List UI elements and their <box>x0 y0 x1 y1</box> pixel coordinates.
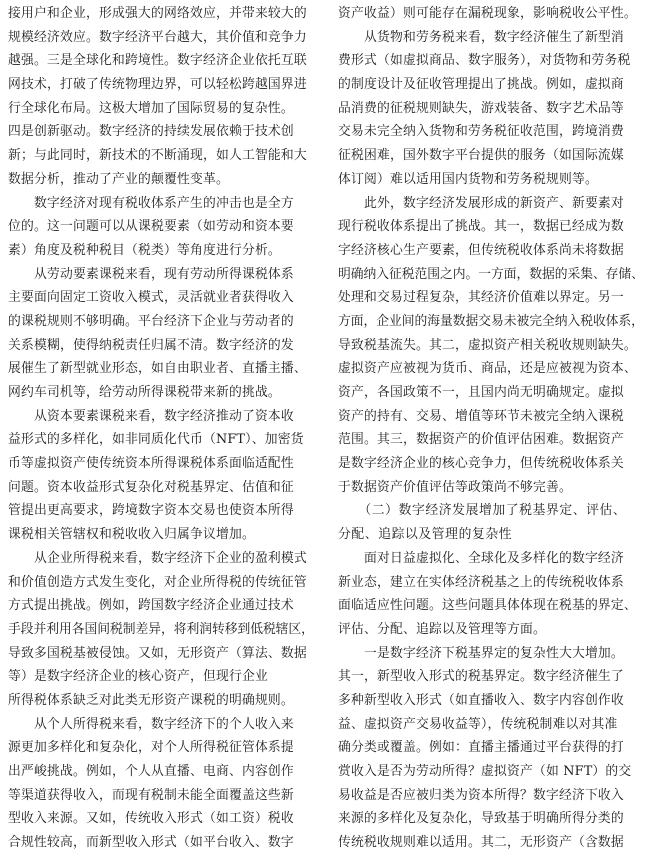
text-line: 新业态，建立在实体经济税基之上的传统税收体系 <box>338 574 624 590</box>
text-line: 多种新型收入形式（如直播收入、数字内容创作收 <box>338 692 624 708</box>
text-line: 面临适应性问题。这些问题具体体现在税基的界定、 <box>338 598 637 614</box>
text-line: 管提出更高要求，跨境数字资本交易也使资本所得 <box>8 503 294 519</box>
text-line: 虚拟资产应被视为货币、商品，还是应被视为资本、 <box>338 361 637 377</box>
text-line: 体订阅）难以适用国内货物和劳务税规则等。 <box>338 171 598 187</box>
text-line: 的课税规则不够明确。平台经济下企业与劳动者的 <box>8 313 294 329</box>
text-line: 其一，新型收入形式的税基界定。数字经济催生了 <box>338 669 624 685</box>
text-line: 从资本要素课税来看，数字经济推动了资本收 <box>8 408 294 424</box>
text-line: 资产收益）则可能存在漏税现象，影响税收公平性。 <box>338 6 637 21</box>
text-line: 明确纳入征税范围之内。一方面，数据的采集、存储、 <box>338 266 644 282</box>
text-line: 四是创新驱动。数字经济的持续发展依赖于技术创 <box>8 124 294 140</box>
text-line: 一是数字经济下税基界定的复杂性大大增加。 <box>338 645 624 661</box>
text-line: 导致多国税基被侵蚀。又如，无形资产（算法、数据 <box>8 645 307 661</box>
text-line: 现行税收体系提出了挑战。其一，数据已经成为数 <box>338 219 624 235</box>
text-line: 处理和交易过程复杂，其经济价值难以界定。另一 <box>338 290 624 306</box>
text-line: 从劳动要素课税来看，现有劳动所得课税体系 <box>8 266 294 282</box>
text-line: 确分类或覆盖。例如：直播主播通过平台获得的打 <box>338 740 624 756</box>
text-line: 手段并利用各国间税制差异，将利润转移到低税辖区， <box>8 621 314 637</box>
text-line: 征税困难，国外数字平台提供的服务（如国际流媒 <box>338 148 624 164</box>
text-line: 型收入来源。又如，传统收入形式（如工资）税收 <box>8 811 294 827</box>
text-line: 币等虚拟资产使传统资本所得课税体系面临适配性 <box>8 456 294 472</box>
text-line: 于数据资产价值评估等政策尚不够完善。 <box>338 479 572 495</box>
left-text-column <box>8 2 314 855</box>
text-line: 从企业所得税来看，数字经济下企业的盈利模式 <box>8 550 307 566</box>
text-line: 的制度设计及征收管理提出了挑战。例如，虚拟商 <box>338 77 624 93</box>
text-line: 问题。资本收益形式复杂化对税基界定、估值和征 <box>8 479 294 495</box>
text-line: 易收益是否应被归类为资本所得？数字经济下收入 <box>338 787 624 803</box>
text-line: 资产的持有、交易、增值等环节未被完全纳入课税 <box>338 408 624 424</box>
text-line: 规模经济效应。数字经济平台越大，其价值和竞争力 <box>8 29 307 45</box>
text-line: 行全球化布局。这极大增加了国际贸易的复杂性。 <box>8 100 294 116</box>
text-line: 面对日益虚拟化、全球化及多样化的数字经济 <box>338 550 624 566</box>
text-line: 素）角度及税种税目（税类）等角度进行分析。 <box>8 242 281 258</box>
text-line: 新；与此同时，新技术的不断涌现，如人工智能和大 <box>8 148 307 164</box>
text-line: 传统税收规则难以适用。其二，无形资产（含数据 <box>338 835 624 851</box>
text-line: 关系模糊，使得纳税责任归属不清。数字经济的发 <box>8 337 294 353</box>
text-line: 所得税体系缺乏对此类无形资产课税的明确规则。 <box>8 692 294 708</box>
text-line: 费形式（如虚拟商品、数字服务），对货物和劳务税 <box>338 53 631 69</box>
text-line: 导致税基流失。其二，虚拟资产相关税收规则缺失。 <box>338 337 637 353</box>
text-line: 品消费的征税规则缺失，游戏装备、数字艺术品等 <box>338 100 624 116</box>
text-line: 方式提出挑战。例如，跨国数字经济企业通过技术 <box>8 598 294 614</box>
text-line: 位的。这一问题可以从课税要素（如劳动和资本要 <box>8 219 294 235</box>
text-line: 接用户和企业，形成强大的网络效应，并带来较大的 <box>8 6 307 21</box>
text-line: 此外，数字经济发展形成的新资产、新要素对 <box>338 195 624 211</box>
text-line: 等渠道获得收入，而现有税制未能全面覆盖这些新 <box>8 787 294 803</box>
text-line: 来源的多样化及复杂化，导致基于明确所得分类的 <box>338 811 624 827</box>
text-line: 从货物和劳务税来看，数字经济催生了新型消 <box>338 29 624 45</box>
text-line: 课税相关管辖权和税收收入归属争议增加。 <box>8 527 255 543</box>
text-line: 数字经济对现有税收体系产生的冲击也是全方 <box>8 195 294 211</box>
section-heading: （二）数字经济发展增加了税基界定、评估、 <box>338 503 627 519</box>
right-text-column <box>338 2 644 855</box>
text-line: 资产，各国政策不一，且国内尚无明确规定。虚拟 <box>338 385 624 400</box>
text-line: 网技术，打破了传统物理边界，可以轻松跨越国界进 <box>8 77 307 93</box>
text-line: 是数字经济企业的核心竞争力，但传统税收体系关 <box>338 456 624 472</box>
text-line: 益、虚拟资产交易收益等），传统税制难以对其准 <box>338 716 618 732</box>
text-line: 评估、分配、追踪以及管理等方面。 <box>338 621 546 637</box>
text-line: 合规性较高，而新型收入形式（如平台收入、数字 <box>8 835 294 851</box>
text-line: 赏收入是否为劳动所得？虚拟资产（如 NFT）的交 <box>338 764 632 779</box>
text-line: 从个人所得税来看，数字经济下的个人收入来 <box>8 716 294 732</box>
text-line: 等）是数字经济企业的核心资产，但现行企业 <box>8 669 268 685</box>
text-line: 网约车司机等，给劳动所得课税带来新的挑战。 <box>8 385 281 400</box>
text-line: 数据分析，推动了产业的颠覆性变革。 <box>8 171 229 187</box>
text-line: 源更加多样化和复杂化，对个人所得税征管体系提 <box>8 740 294 756</box>
text-line: 交易未完全纳入货物和劳务税征收范围，跨境消费 <box>338 124 624 140</box>
text-line: 字经济核心生产要素，但传统税收体系尚未将数据 <box>338 242 624 258</box>
text-line: 和价值创造方式发生变化，对企业所得税的传统征管 <box>8 574 307 590</box>
text-line: 出严峻挑战。例如，个人从直播、电商、内容创作 <box>8 764 294 779</box>
text-line: 范围。其三，数据资产的价值评估困难。数据资产 <box>338 432 624 448</box>
text-line: 益形式的多样化，如非同质化代币（NFT）、加密货 <box>8 432 304 448</box>
section-heading: 分配、追踪以及管理的复杂性 <box>338 527 513 543</box>
text-line: 越强。三是全球化和跨境性。数字经济企业依托互联 <box>8 53 307 69</box>
text-line: 方面，企业间的海量数据交易未被完全纳入税收体系， <box>338 313 644 329</box>
text-line: 主要面向固定工资收入模式，灵活就业者获得收入 <box>8 290 294 306</box>
text-line: 展催生了新型就业形态，如自由职业者、直播主播、 <box>8 361 307 377</box>
